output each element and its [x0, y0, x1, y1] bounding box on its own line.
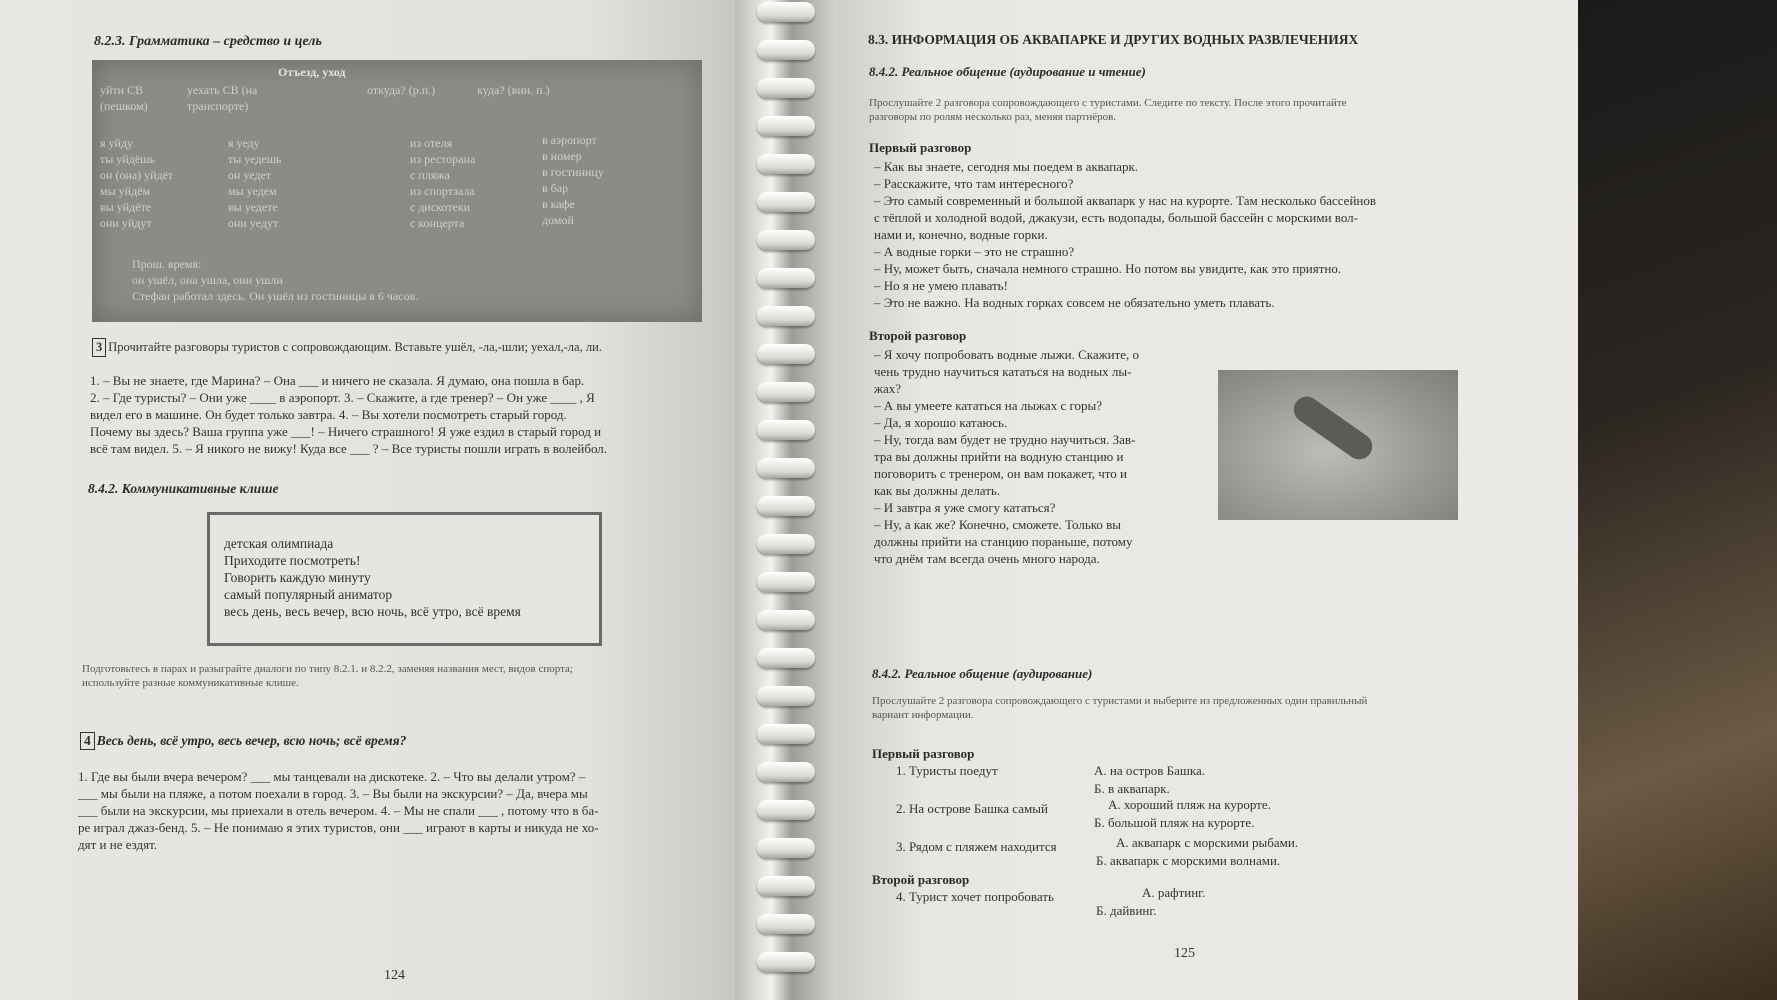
exercise3-number: 3	[92, 338, 106, 357]
cliche-item: Приходите посмотреть!	[224, 553, 361, 568]
left-page	[0, 0, 735, 1000]
text-line: что днём там всегда очень много народа.	[874, 551, 1100, 566]
binding-ring	[757, 154, 815, 174]
quiz-option-a[interactable]: А. хороший пляж на курорте.	[1108, 797, 1271, 812]
grammar-col3	[410, 135, 475, 231]
grammar-cell: ты уйдёшь	[100, 152, 155, 166]
binding-ring	[757, 876, 815, 896]
exercise3-instruction	[92, 338, 602, 357]
binding-ring	[757, 686, 815, 706]
binding-ring	[757, 344, 815, 364]
binding-ring	[757, 40, 815, 60]
grammar-cell: я уеду	[228, 136, 260, 150]
text-line: – Это самый современный и большой аквапарк у нас на курорте. Там несколько бассейнов	[874, 193, 1376, 208]
exercise4-title-text: Весь день, всё утро, весь вечер, всю ночь; всё время?	[96, 733, 407, 748]
binding-ring	[757, 458, 815, 478]
binding-ring	[757, 838, 815, 858]
binding-ring	[757, 116, 815, 136]
binding-ring	[757, 724, 815, 744]
exercise4-number: 4	[80, 732, 95, 750]
skier-figure	[1289, 392, 1378, 465]
binding-ring	[757, 420, 815, 440]
grammar-table	[92, 60, 702, 322]
text-line: ___ были на экскурсии, мы приехали в отель вечером. 4. – Мы не спали ___ , потому что в ба-	[78, 803, 599, 818]
grammar-past-example: Стефан работал здесь. Он ушёл из гостиницы в 6 часов.	[132, 289, 419, 303]
quiz-option-b[interactable]: Б. дайвинг.	[1096, 903, 1157, 918]
text-line: ре играл джаз-бенд. 5. – Не понимаю я этих туристов, они ___ играют в карты и никуда не хо-	[78, 820, 599, 835]
right-page	[838, 0, 1578, 1000]
grammar-cell: я уйду	[100, 136, 134, 150]
text-line: – А водные горки – это не страшно?	[874, 244, 1075, 259]
text-line: – Расскажите, что там интересного?	[874, 176, 1074, 191]
quiz-option-a[interactable]: А. на остров Башка.	[1094, 763, 1206, 778]
text-line: Подготовьтесь в парах и разыграйте диалоги по типу 8.2.1. и 8.2.2, заменяя названия мест, видов спорта;	[82, 663, 573, 675]
grammar-cell: из спортзала	[410, 184, 475, 198]
grammar-cell: в кафе	[542, 197, 575, 211]
grammar-cell: он (она) уйдёт	[100, 168, 174, 182]
text-line: тра вы должны прийти на водную станцию и	[874, 449, 1124, 464]
exercise3-instruction-text: Прочитайте разговоры туристов с сопровождающим. Вставьте ушёл, -ла,-шли; уехал,-ла, ли.	[108, 340, 602, 354]
text-line: – Ну, а как же? Конечно, сможете. Только вы	[874, 517, 1122, 532]
grammar-cell: с концерта	[410, 216, 465, 230]
text-line: – Это не важно. На водных горках совсем не обязательно уметь плавать.	[874, 295, 1275, 310]
text-line: поговорить с тренером, он вам покажет, что и	[874, 466, 1127, 481]
grammar-cell: из отеля	[410, 136, 453, 150]
exercise4-text	[78, 768, 599, 853]
grammar-cell: домой	[542, 213, 574, 227]
text-line: – И завтра я уже смогу кататься?	[874, 500, 1056, 515]
water-skiing-photo	[1218, 370, 1458, 520]
text-line: 1. – Вы не знаете, где Марина? – Она ___ и ничего не сказала. Я думаю, она пошла в бар.	[90, 373, 585, 388]
binding-spine	[735, 0, 838, 1000]
text-line: ___ мы были на пляже, а потом поехали в город. 3. – Вы были на экскурсии? – Да, вчера мы	[78, 786, 588, 801]
text-line: видел его в машине. Он будет только завтра. 4. – Вы хотели посмотреть старый город.	[90, 407, 567, 422]
binding-ring	[757, 572, 815, 592]
text-line: разговоры по ролям несколько раз, меняя партнёров.	[869, 111, 1117, 123]
subsection-listening: 8.4.2. Реальное общение (аудирование)	[872, 666, 1093, 681]
text-line: – Но я не умею плавать!	[874, 278, 1008, 293]
binding-ring	[757, 952, 815, 972]
section-title-grammar: 8.2.3. Грамматика – средство и цель	[94, 34, 322, 49]
quiz-question: 3. Рядом с пляжем находится	[896, 839, 1057, 854]
binding-ring	[757, 800, 815, 820]
quiz-option-b[interactable]: Б. аквапарк с морскими волнами.	[1096, 853, 1281, 868]
text-line: как вы должны делать.	[874, 483, 1001, 498]
quiz-option-a[interactable]: А. рафтинг.	[1142, 885, 1206, 900]
text-line: – Ну, может быть, сначала немного страшно. Но потом вы увидите, как это приятно.	[874, 261, 1342, 276]
quiz1-title: Первый разговор	[872, 746, 975, 761]
cliches-title: 8.4.2. Коммуникативные клише	[88, 481, 279, 496]
quiz-option-b[interactable]: Б. большой пляж на курорте.	[1094, 815, 1255, 830]
text-line: с тёплой и холодной водой, джакузи, есть водопады, большой бассейн с морскими вол-	[874, 210, 1358, 225]
exercise3-text	[90, 372, 607, 457]
grammar-cell: в номер	[542, 149, 582, 163]
grammar-cell: в гостиницу	[542, 165, 604, 179]
text-line: Прослушайте 2 разговора сопровождающего с туристами и выберите из предложенных один правильный	[872, 695, 1368, 707]
grammar-cell: они уйдут	[100, 216, 152, 230]
text-line: должны прийти на станцию пораньше, потому	[874, 534, 1133, 549]
quiz-question: 1. Туристы поедут	[896, 763, 998, 778]
quiz-question: 4. Турист хочет попробовать	[896, 889, 1054, 904]
binding-ring	[757, 762, 815, 782]
table-background	[1547, 0, 1777, 1000]
binding-ring	[757, 610, 815, 630]
grammar-past-forms: он ушёл, она ушла, они ушли	[132, 273, 283, 287]
binding-ring	[757, 648, 815, 668]
grammar-past-label: Прош. время:	[132, 257, 202, 271]
binding-ring	[757, 192, 815, 212]
grammar-cell: в бар	[542, 181, 569, 195]
dialog1-text	[874, 158, 1376, 311]
grammar-cell: он уедет	[228, 168, 272, 182]
text-line: Почему вы здесь? Ваша группа уже ___! – Ничего страшного! Я уже ездил в старый город и	[90, 424, 602, 439]
grammar-cell: ты уедешь	[228, 152, 282, 166]
binding-ring	[757, 268, 815, 288]
text-line: 1. Где вы были вчера вечером? ___ мы танцевали на дискотеке. 2. – Что вы делали утром? –	[78, 769, 586, 784]
binding-ring	[757, 382, 815, 402]
page-number-left: 124	[384, 968, 405, 983]
text-line: всё там видел. 5. – Я никого не вижу! Куда все ___ ? – Все туристы пошли играть в волейбол.	[90, 441, 608, 456]
grammar-col4	[542, 132, 604, 228]
cliches-box	[207, 512, 602, 646]
intro-listening	[872, 694, 1367, 722]
grammar-table-caption: Отъезд, уход	[278, 65, 346, 79]
cliche-item: Говорить каждую минуту	[224, 570, 371, 585]
text-line: дят и не ездят.	[78, 837, 158, 852]
binding-ring	[757, 306, 815, 326]
quiz-question: 2. На острове Башка самый	[896, 801, 1048, 816]
section-title-aquapark: 8.3. ИНФОРМАЦИЯ ОБ АКВАПАРКЕ И ДРУГИХ ВОДНЫХ РАЗВЛЕЧЕНИЯХ	[868, 32, 1359, 47]
prep-note	[82, 662, 573, 690]
text-line: чень трудно научиться кататься на водных лы-	[874, 364, 1132, 379]
grammar-header-2: уехать СВ (на транспорте)	[187, 83, 258, 113]
quiz-option-b[interactable]: Б. в аквапарк.	[1094, 781, 1170, 796]
grammar-header-4: куда? (вин. п.)	[477, 83, 550, 97]
text-line: вариант информации.	[872, 709, 974, 721]
binding-ring	[757, 534, 815, 554]
subsection-reading: 8.4.2. Реальное общение (аудирование и чтение)	[869, 64, 1146, 79]
text-line: используйте разные коммуникативные клише.	[82, 677, 299, 689]
text-line: 2. – Где туристы? – Они уже ____ в аэропорт. 3. – Скажите, а где тренер? – Он уже ____ , Я	[90, 390, 595, 405]
cliche-item: самый популярный аниматор	[224, 587, 393, 602]
binding-ring	[757, 2, 815, 22]
binding-ring	[757, 78, 815, 98]
quiz-option-a[interactable]: А. аквапарк с морскими рыбами.	[1116, 835, 1299, 850]
text-line: – Как вы знаете, сегодня мы поедем в аквапарк.	[874, 159, 1139, 174]
grammar-header-1: уйти СВ (пешком)	[100, 83, 148, 113]
dialog2-text	[874, 346, 1139, 567]
grammar-cell: вы уедете	[228, 200, 278, 214]
grammar-header-3: откуда? (р.п.)	[367, 83, 436, 97]
grammar-cell: с дискотеки	[410, 200, 471, 214]
binding-ring	[757, 496, 815, 516]
page-number-right: 125	[1174, 946, 1195, 961]
text-line: – Я хочу попробовать водные лыжи. Скажите, о	[874, 347, 1140, 362]
cliche-item: детская олимпиада	[224, 536, 334, 551]
text-line: нами и, конечно, водные горки.	[874, 227, 1048, 242]
grammar-cell: из ресторана	[410, 152, 476, 166]
cliche-item: весь день, весь вечер, всю ночь, всё утро, всё время	[224, 604, 521, 619]
grammar-cell: они уедут	[228, 216, 279, 230]
text-line: Прослушайте 2 разговора сопровождающего с туристами. Следите по тексту. После этого прочитайте	[869, 97, 1347, 109]
dialog1-title: Первый разговор	[869, 140, 972, 155]
grammar-col1	[100, 135, 173, 231]
quiz2-title: Второй разговор	[872, 872, 970, 887]
grammar-cell: мы уйдём	[100, 184, 151, 198]
grammar-cell: вы уйдёте	[100, 200, 152, 214]
binding-ring	[757, 230, 815, 250]
grammar-col2	[228, 135, 281, 231]
text-line: – Да, я хорошо катаюсь.	[874, 415, 1008, 430]
exercise4-title	[80, 732, 406, 750]
binding-ring	[757, 914, 815, 934]
text-line: – Ну, тогда вам будет не трудно научиться. Зав-	[874, 432, 1136, 447]
grammar-cell: в аэропорт	[542, 133, 597, 147]
intro-reading	[869, 96, 1347, 124]
grammar-cell: мы уедем	[228, 184, 277, 198]
grammar-cell: с пляжа	[410, 168, 450, 182]
text-line: жах?	[874, 381, 902, 396]
dialog2-title: Второй разговор	[869, 328, 967, 343]
text-line: – А вы умеете кататься на лыжах с горы?	[874, 398, 1102, 413]
